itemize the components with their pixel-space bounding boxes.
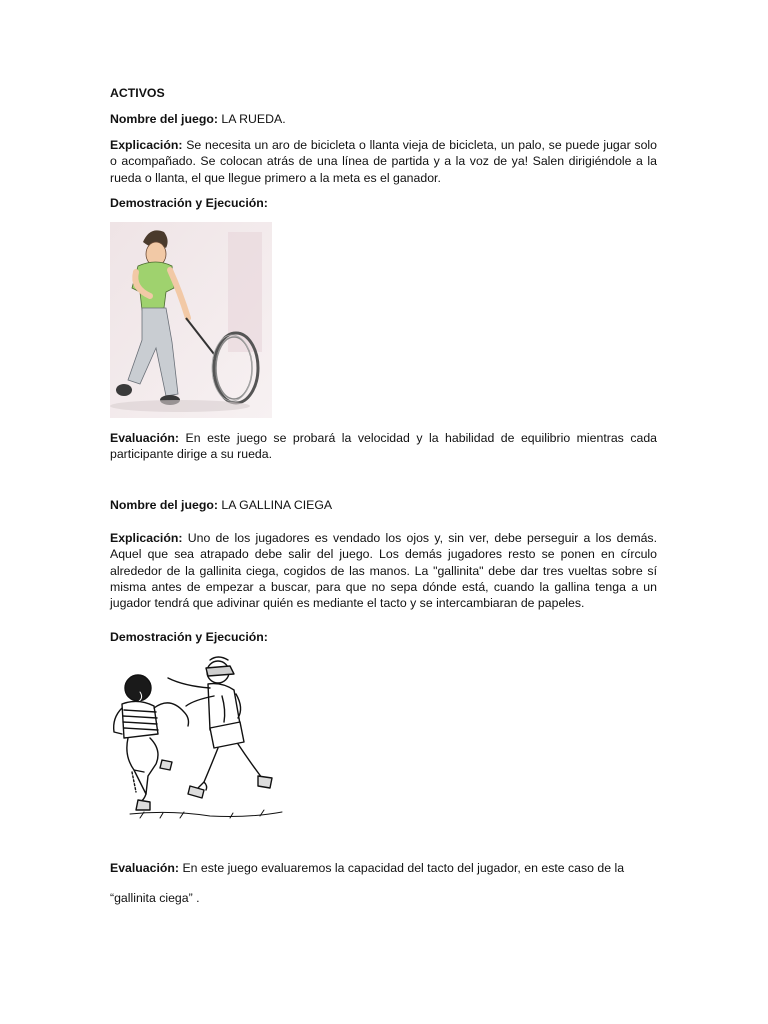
- game-2-explanation: Explicación: Uno de los jugadores es vendado los ojos y, sin ver, debe perseguir a los demás. Aquel que sea atrapado debe salir del juego. Los demás jugadores resto se ponen en círculo alrededor de la gallinita ciega, cogidos de las manos. La "gallinita" debe dar tres vueltas sobre sí misma antes de empezar a buscar, para que no sepa dónde está, cuando la gallina tenga a un jugador tendrá que adivinar quién es mediante el tacto y se intercambiaran de papeles.: [110, 531, 657, 611]
- game-1-name: Nombre del juego: LA RUEDA.: [110, 112, 286, 126]
- boy-rolling-wheel-illustration: [110, 222, 272, 418]
- game-2-evaluation-continued: “gallinita ciega” .: [110, 891, 200, 906]
- game-2-demo-heading: Demostración y Ejecución:: [110, 630, 268, 644]
- game-1-explanation: Explicación: Se necesita un aro de bicicleta o llanta vieja de bicicleta, un palo, se puede jugar solo o acompañado. Se colocan atrás de una línea de partida y a la voz de ya! Salen dirigiéndole a la rueda o llanta, el que llegue primero a la meta es el ganador.: [110, 138, 657, 185]
- game-1-evaluation: Evaluación: En este juego se probará la velocidad y la habilidad de equilibrio mientras cada participante dirige a su rueda.: [110, 431, 657, 462]
- blind-mans-buff-illustration: [110, 652, 288, 824]
- game-2-evaluation: Evaluación: En este juego evaluaremos la capacidad del tacto del jugador, en este caso de la “gallinita ciega” .: [110, 860, 657, 907]
- section-title: ACTIVOS: [110, 86, 165, 100]
- game-2-name: Nombre del juego: LA GALLINA CIEGA: [110, 498, 333, 512]
- game-1-demo-heading: Demostración y Ejecución:: [110, 196, 268, 210]
